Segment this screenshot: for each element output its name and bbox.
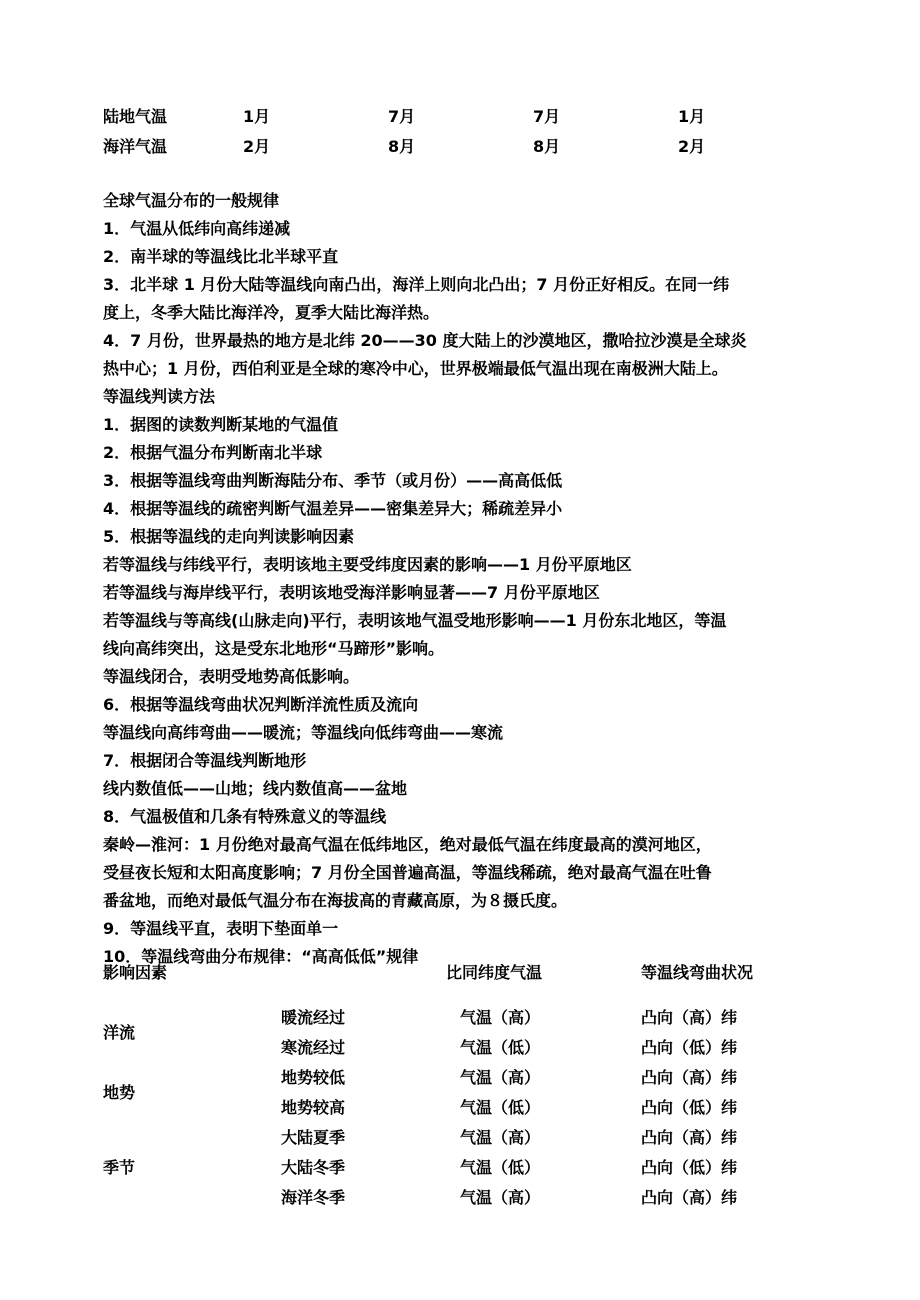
text-line: 热中心；1 月份，西伯利亚是全球的寒冷中心，世界极端最低气温出现在南极洲大陆上。 bbox=[103, 359, 728, 378]
table-cell: 气温（低） bbox=[460, 1158, 541, 1177]
table-cell: 气温（高） bbox=[460, 1008, 541, 1027]
text-line: 7．根据闭合等温线判断地形 bbox=[103, 751, 307, 770]
text-line: 等温线向高纬弯曲——暖流；等温线向低纬弯曲——寒流 bbox=[103, 723, 504, 742]
table-body bbox=[103, 988, 823, 1207]
row-label: 海洋气温 bbox=[103, 137, 168, 156]
text-line: 8．气温极值和几条有特殊意义的等温线 bbox=[103, 807, 387, 826]
month-table bbox=[103, 102, 823, 162]
text-line: 4．根据等温线的疏密判断气温差异——密集差异大；稀疏差异小 bbox=[103, 499, 563, 518]
text-line: 1．据图的读数判断某地的气温值 bbox=[103, 415, 339, 434]
text-line: 受昼夜长短和太阳高度影响；7 月份全国普遍高温，等温线稀疏，绝对最高气温在吐鲁 bbox=[103, 863, 712, 882]
table-cell: 凸向（低）纬 bbox=[641, 1038, 738, 1057]
text-line: 线内数值低——山地；线内数值高——盆地 bbox=[103, 779, 408, 798]
text-line: 1．气温从低纬向高纬递减 bbox=[103, 219, 291, 238]
column-header: 比同纬度气温 bbox=[446, 963, 543, 982]
table-cell: 大陆夏季 bbox=[281, 1128, 346, 1147]
text-line: 等温线闭合，表明受地势高低影响。 bbox=[103, 667, 360, 686]
table-row bbox=[103, 1063, 823, 1093]
text-line: 4．7 月份，世界最热的地方是北纬 20——30 度大陆上的沙漠地区，撒哈拉沙漠是全球炎 bbox=[103, 331, 747, 350]
table-cell: 2月 bbox=[243, 137, 271, 156]
table-cell: 7月 bbox=[533, 107, 561, 126]
table-cell: 地势较高 bbox=[281, 1098, 346, 1117]
table-cell: 气温（高） bbox=[460, 1188, 541, 1207]
table-cell: 2月 bbox=[678, 137, 706, 156]
text-line: 2．根据气温分布判断南北半球 bbox=[103, 443, 323, 462]
table-cell: 气温（高） bbox=[460, 1128, 541, 1147]
text-line: 若等温线与海岸线平行，表明该地受海洋影响显著——7 月份平原地区 bbox=[103, 583, 600, 602]
table-cell: 8月 bbox=[388, 137, 416, 156]
table-cell: 8月 bbox=[533, 137, 561, 156]
text-line: 2．南半球的等温线比北半球平直 bbox=[103, 247, 339, 266]
group-label-ocean-current: 洋流 bbox=[103, 1023, 136, 1042]
text-line: 若等温线与等高线(山脉走向)平行，表明该地气温受地形影响——1 月份东北地区，等温 bbox=[103, 611, 727, 630]
table-header bbox=[103, 958, 823, 988]
table-cell: 凸向（高）纬 bbox=[641, 1068, 738, 1087]
table-row bbox=[103, 1033, 823, 1063]
table-cell: 凸向（低）纬 bbox=[641, 1098, 738, 1117]
column-header: 等温线弯曲状况 bbox=[641, 963, 754, 982]
table-row bbox=[103, 132, 823, 162]
text-line: 6．根据等温线弯曲状况判断洋流性质及流向 bbox=[103, 695, 419, 714]
text-line: 3．北半球 1 月份大陆等温线向南凸出，海洋上则向北凸出；7 月份正好相反。在同一纬 bbox=[103, 275, 730, 294]
text-line: 3．根据等温线弯曲判断海陆分布、季节（或月份）——高高低低 bbox=[103, 471, 563, 490]
text-line: 秦岭—淮河：1 月份绝对最高气温在低纬地区，绝对最低气温在纬度最高的漠河地区， bbox=[103, 835, 712, 854]
table-cell: 7月 bbox=[388, 107, 416, 126]
table-cell: 凸向（高）纬 bbox=[641, 1008, 738, 1027]
table-cell: 地势较低 bbox=[281, 1068, 346, 1087]
table-row bbox=[103, 1153, 823, 1183]
text-line: 线向高纬突出，这是受东北地形“马蹄形”影响。 bbox=[103, 639, 445, 658]
section-heading: 全球气温分布的一般规律 bbox=[103, 191, 280, 210]
table-cell: 气温（高） bbox=[460, 1068, 541, 1087]
group-label-season: 季节 bbox=[103, 1158, 136, 1177]
table-cell: 1月 bbox=[243, 107, 271, 126]
text-line: 若等温线与纬线平行，表明该地主要受纬度因素的影响——1 月份平原地区 bbox=[103, 555, 632, 574]
factor-table bbox=[103, 958, 823, 1207]
text-line: 番盆地，而绝对最低气温分布在海拔高的青藏高原，为８摄氏度。 bbox=[103, 891, 568, 910]
table-cell: 气温（低） bbox=[460, 1038, 541, 1057]
text-line: 10．等温线弯曲分布规律：“高高低低”规律 bbox=[103, 947, 419, 966]
table-cell: 海洋冬季 bbox=[281, 1188, 346, 1207]
text-line: 9．等温线平直，表明下垫面单一 bbox=[103, 919, 339, 938]
table-row bbox=[103, 1123, 823, 1153]
table-cell: 寒流经过 bbox=[281, 1038, 346, 1057]
text-line: 5．根据等温线的走向判读影响因素 bbox=[103, 527, 355, 546]
table-cell: 凸向（高）纬 bbox=[641, 1128, 738, 1147]
table-cell: 凸向（低）纬 bbox=[641, 1158, 738, 1177]
body-text bbox=[103, 187, 823, 971]
table-row bbox=[103, 1183, 823, 1213]
table-row bbox=[103, 102, 823, 132]
table-row bbox=[103, 1093, 823, 1123]
table-row bbox=[103, 1003, 823, 1033]
row-label: 陆地气温 bbox=[103, 107, 168, 126]
table-cell: 气温（低） bbox=[460, 1098, 541, 1117]
table-cell: 大陆冬季 bbox=[281, 1158, 346, 1177]
table-cell: 暖流经过 bbox=[281, 1008, 346, 1027]
column-header: 影响因素 bbox=[103, 963, 168, 982]
table-cell: 凸向（高）纬 bbox=[641, 1188, 738, 1207]
table-cell: 1月 bbox=[678, 107, 706, 126]
section-heading: 等温线判读方法 bbox=[103, 387, 216, 406]
text-line: 度上，冬季大陆比海洋冷，夏季大陆比海洋热。 bbox=[103, 303, 440, 322]
group-label-terrain: 地势 bbox=[103, 1083, 136, 1102]
